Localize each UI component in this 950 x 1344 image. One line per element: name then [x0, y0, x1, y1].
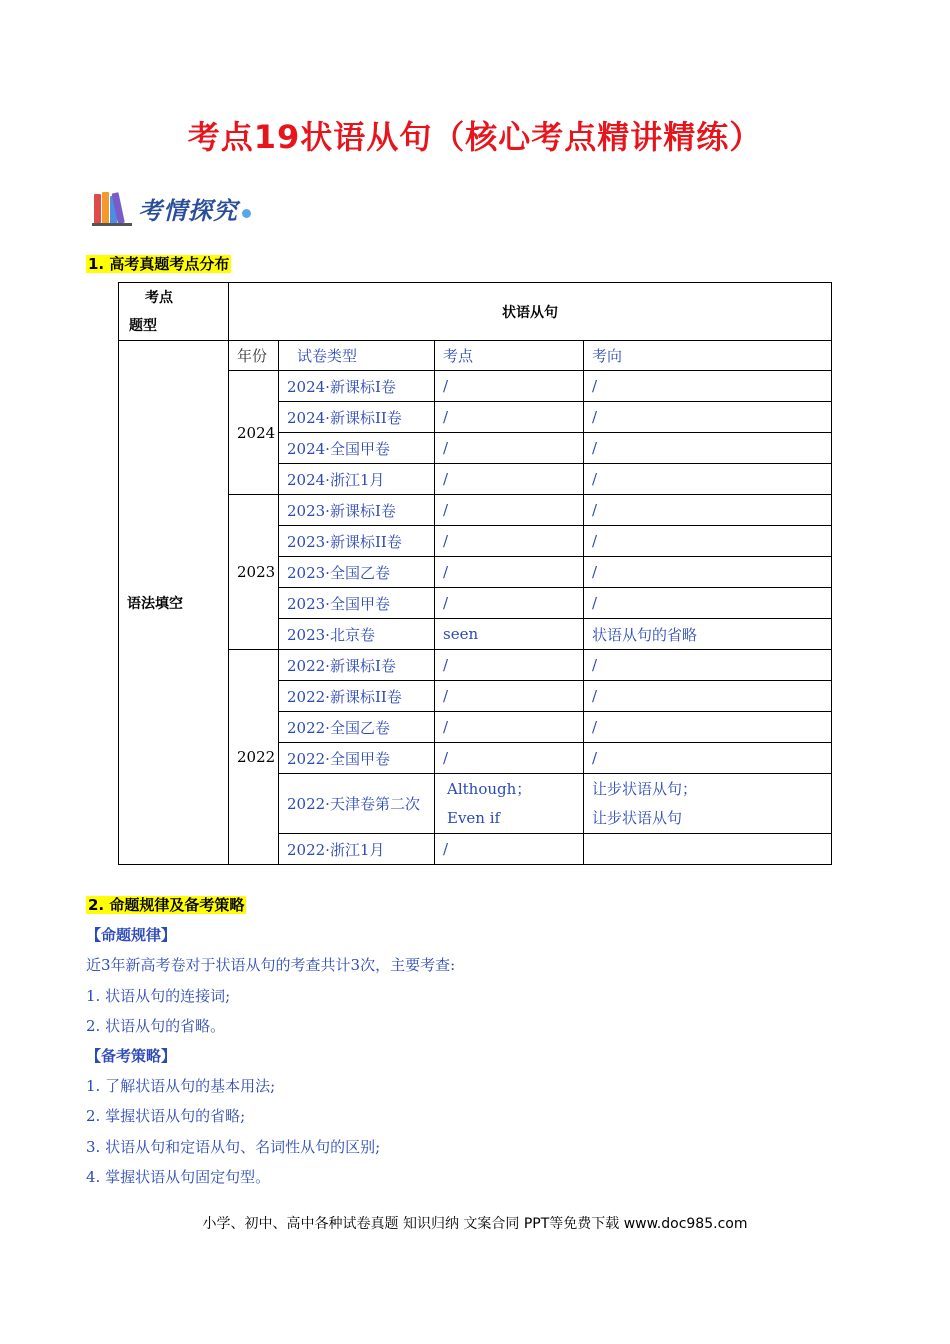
strategy-line: 4. 掌握状语从句固定句型。 — [86, 1168, 271, 1186]
paper-cell: 2024·浙江1月 — [279, 464, 435, 495]
paper-cell: 2023·新课标I卷 — [279, 495, 435, 526]
direction-cell: / — [584, 371, 832, 402]
direction-cell: / — [584, 526, 832, 557]
header-corner: 考点 题型 — [119, 283, 229, 341]
direction-cell: / — [584, 712, 832, 743]
direction-cell: / — [584, 650, 832, 681]
direction-cell: / — [584, 557, 832, 588]
point-cell: / — [435, 712, 584, 743]
section-logo — [92, 188, 251, 228]
point-cell: / — [435, 464, 584, 495]
direction-cell: / — [584, 588, 832, 619]
year-cell-2022: 2022 — [229, 650, 279, 865]
direction-cell: 让步状语从句； 让步状语从句 — [584, 774, 832, 834]
rule-line: 近3年新高考卷对于状语从句的考查共计3次，主要考查: — [86, 956, 456, 974]
col-point-header: 考点 — [435, 341, 584, 371]
direction-cell: / — [584, 495, 832, 526]
paper-cell: 2022·全国乙卷 — [279, 712, 435, 743]
strategy-line: 2. 掌握状语从句的省略; — [86, 1107, 246, 1125]
direction-cell: / — [584, 402, 832, 433]
paper-cell: 2023·全国乙卷 — [279, 557, 435, 588]
paper-cell: 2022·天津卷第二次 — [279, 774, 435, 834]
point-cell: / — [435, 526, 584, 557]
point-cell: / — [435, 743, 584, 774]
rule-label: 【命题规律】 — [86, 926, 177, 944]
point-cell: / — [435, 834, 584, 865]
point-cell: / — [435, 588, 584, 619]
year-cell-2024: 2024 — [229, 371, 279, 495]
paper-cell: 2024·全国甲卷 — [279, 433, 435, 464]
paper-cell: 2022·新课标I卷 — [279, 650, 435, 681]
rule-line: 2. 状语从句的省略。 — [86, 1017, 226, 1035]
paper-cell: 2024·新课标II卷 — [279, 402, 435, 433]
point-cell: / — [435, 371, 584, 402]
direction-cell — [584, 834, 832, 865]
rule-line: 1. 状语从句的连接词; — [86, 987, 231, 1005]
paper-cell: 2022·全国甲卷 — [279, 743, 435, 774]
books-icon — [92, 190, 132, 226]
direction-cell: / — [584, 464, 832, 495]
point-cell: / — [435, 402, 584, 433]
page-title: 考点19状语从句（核心考点精讲精练） — [187, 118, 763, 156]
year-cell-2023: 2023 — [229, 495, 279, 650]
page-footer: 小学、初中、高中各种试卷真题 知识归纳 文案合同 PPT等免费下载 www.doc985.com — [202, 1216, 748, 1232]
paper-cell: 2023·北京卷 — [279, 619, 435, 650]
exam-distribution-table — [118, 282, 832, 865]
direction-cell: / — [584, 681, 832, 712]
direction-cell: 状语从句的省略 — [584, 619, 832, 650]
dot-icon — [242, 209, 251, 218]
paper-cell: 2022·浙江1月 — [279, 834, 435, 865]
strategy-line: 3. 状语从句和定语从句、名词性从句的区别; — [86, 1138, 381, 1156]
point-cell: / — [435, 650, 584, 681]
paper-cell: 2023·全国甲卷 — [279, 588, 435, 619]
point-cell: Although； Even if — [435, 774, 584, 834]
col-year-header: 年份 — [229, 341, 279, 371]
section1-heading: 1. 高考真题考点分布 — [88, 255, 230, 273]
section2-heading: 2. 命题规律及备考策略 — [88, 896, 245, 914]
direction-cell: / — [584, 743, 832, 774]
question-type-cell: 语法填空 — [119, 341, 229, 865]
paper-cell: 2024·新课标I卷 — [279, 371, 435, 402]
point-cell: / — [435, 495, 584, 526]
point-cell: seen — [435, 619, 584, 650]
paper-cell: 2023·新课标II卷 — [279, 526, 435, 557]
point-cell: / — [435, 681, 584, 712]
point-cell: / — [435, 433, 584, 464]
logo-text: 考情探究 — [138, 196, 238, 225]
point-cell: / — [435, 557, 584, 588]
strategy-label: 【备考策略】 — [86, 1047, 177, 1065]
col-direction-header: 考向 — [584, 341, 832, 371]
paper-cell: 2022·新课标II卷 — [279, 681, 435, 712]
strategy-line: 1. 了解状语从句的基本用法; — [86, 1077, 276, 1095]
col-paper-header: 试卷类型 — [279, 341, 435, 371]
header-main: 状语从句 — [229, 283, 832, 341]
direction-cell: / — [584, 433, 832, 464]
